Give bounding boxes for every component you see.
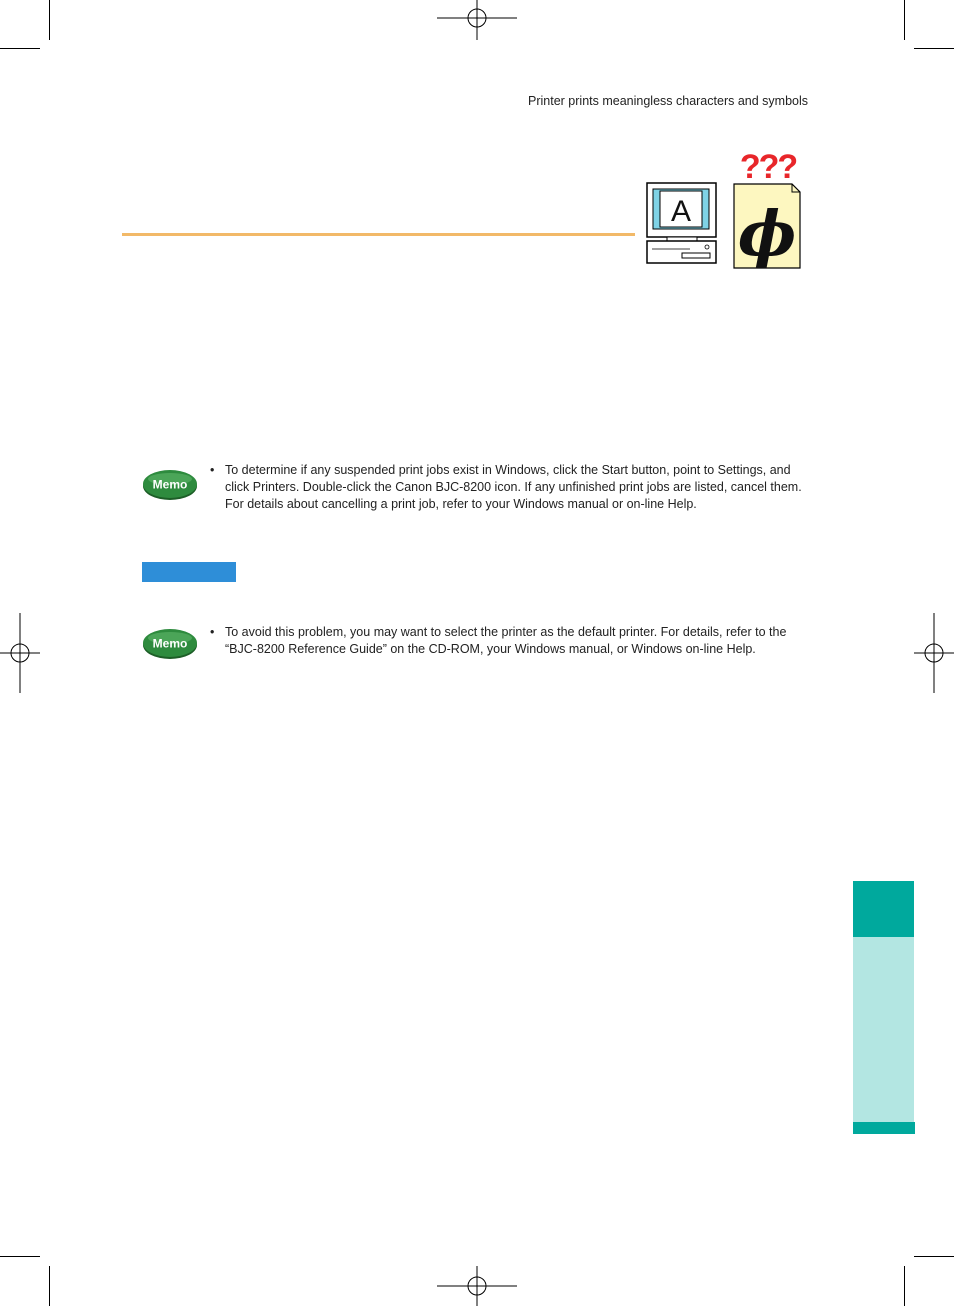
chapter-tab-body <box>853 937 914 1122</box>
memo-note-1 <box>210 462 810 513</box>
screen-letter: A <box>670 195 692 228</box>
running-header: Printer prints meaningless characters and symbols <box>528 94 808 108</box>
registration-mark-left <box>0 613 40 693</box>
memo-label: Memo <box>152 636 188 651</box>
section-label-bar <box>142 562 236 582</box>
bullet: • <box>210 463 215 477</box>
chapter-tab-active <box>853 881 914 937</box>
computer-monitor-icon <box>647 183 716 263</box>
garbled-print-illustration <box>640 140 810 275</box>
bullet: • <box>210 625 215 639</box>
page-symbol: ϕ <box>737 197 797 270</box>
memo-note-2 <box>210 624 810 658</box>
question-marks: ??? <box>739 148 797 186</box>
chapter-tab-footer <box>853 1122 915 1134</box>
memo-badge <box>141 628 199 660</box>
registration-mark-top <box>437 0 517 40</box>
garbled-page-icon <box>734 184 800 270</box>
memo-badge <box>141 469 199 501</box>
memo-note-text: To determine if any suspended print jobs exist in Windows, click the Start button, point to Settings, and click Printers. Double-click the Canon BJC-8200 icon. If any unfinished print jobs are listed, cancel them. For details about cancelling a print job, refer to your Windows manual or on-line Help. <box>225 463 802 511</box>
registration-mark-bottom <box>437 1266 517 1306</box>
section-rule <box>122 233 635 236</box>
memo-label: Memo <box>152 477 188 492</box>
memo-note-text: To avoid this problem, you may want to select the printer as the default printer. For details, refer to the “BJC-8200 Reference Guide” on the CD-ROM, your Windows manual, or Windows on-line Help. <box>225 625 787 656</box>
registration-mark-right <box>914 613 954 693</box>
